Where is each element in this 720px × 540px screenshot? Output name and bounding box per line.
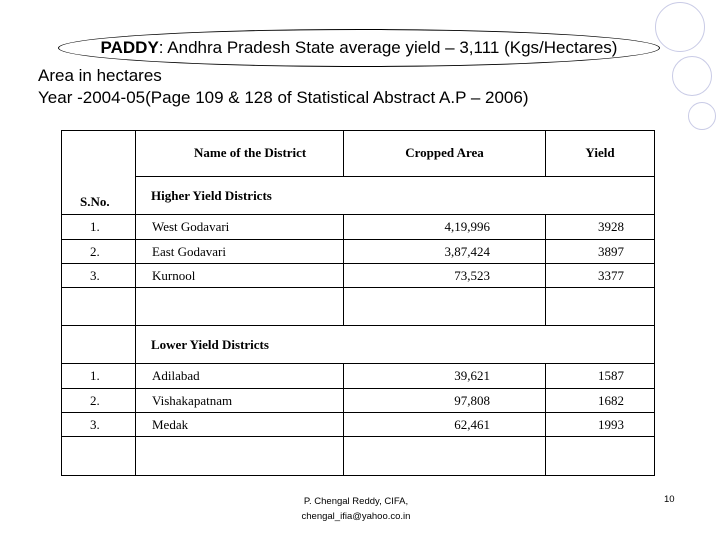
section-higher-yield: Higher Yield Districts [136,177,655,215]
decorative-circle [688,102,716,130]
header-district: Name of the District [136,131,344,177]
slide-title [58,29,660,67]
title-label: PADDY [100,38,159,57]
cell-district: East Godavari [136,240,344,264]
section-lower-yield: Lower Yield Districts [136,326,655,364]
header-yield: Yield [546,131,655,177]
cell-sno: 2. [62,389,136,413]
cell-sno: 1. [62,364,136,389]
cell-area: 62,461 [344,413,546,437]
section-row [62,326,655,364]
cell-yield: 3377 [546,264,655,288]
decorative-circle [655,2,705,52]
spacer-row [62,288,655,326]
subtitle-year: Year -2004-05(Page 109 & 128 of Statistical Abstract A.P – 2006) [38,88,529,107]
footer-credit [282,494,430,524]
title-text: : Andhra Pradesh State average yield – 3,111 (Kgs/Hectares) [158,38,618,57]
cell-district: West Godavari [136,215,344,240]
spacer-row [62,437,655,476]
cell-district: Medak [136,413,344,437]
cell-area: 73,523 [344,264,546,288]
cell-area: 3,87,424 [344,240,546,264]
section-row [62,177,655,215]
table-row [62,413,655,437]
page-number: 10 [664,494,675,505]
cell-sno: 3. [62,264,136,288]
table-row [62,389,655,413]
cell-yield: 1587 [546,364,655,389]
cell-area: 97,808 [344,389,546,413]
cell-sno: 1. [62,215,136,240]
cell-sno: 3. [62,413,136,437]
table-row [62,240,655,264]
subtitle-area: Area in hectares [38,66,162,85]
cell-yield: 1682 [546,389,655,413]
cell-sno: 2. [62,240,136,264]
yield-table [61,130,655,476]
table-row [62,264,655,288]
table-row [62,215,655,240]
header-sno: S.No. [62,131,136,215]
table-row [62,364,655,389]
cell-district: Vishakapatnam [136,389,344,413]
footer-email: chengal_ifia@yahoo.co.in [301,511,411,522]
cell-district: Adilabad [136,364,344,389]
cell-yield: 1993 [546,413,655,437]
cell-yield: 3928 [546,215,655,240]
table-header-row [62,131,655,177]
cell-area: 4,19,996 [344,215,546,240]
decorative-circle [672,56,712,96]
footer-author: P. Chengal Reddy, CIFA, [303,496,409,507]
cell-area: 39,621 [344,364,546,389]
header-cropped-area: Cropped Area [344,131,546,177]
cell-yield: 3897 [546,240,655,264]
cell-district: Kurnool [136,264,344,288]
